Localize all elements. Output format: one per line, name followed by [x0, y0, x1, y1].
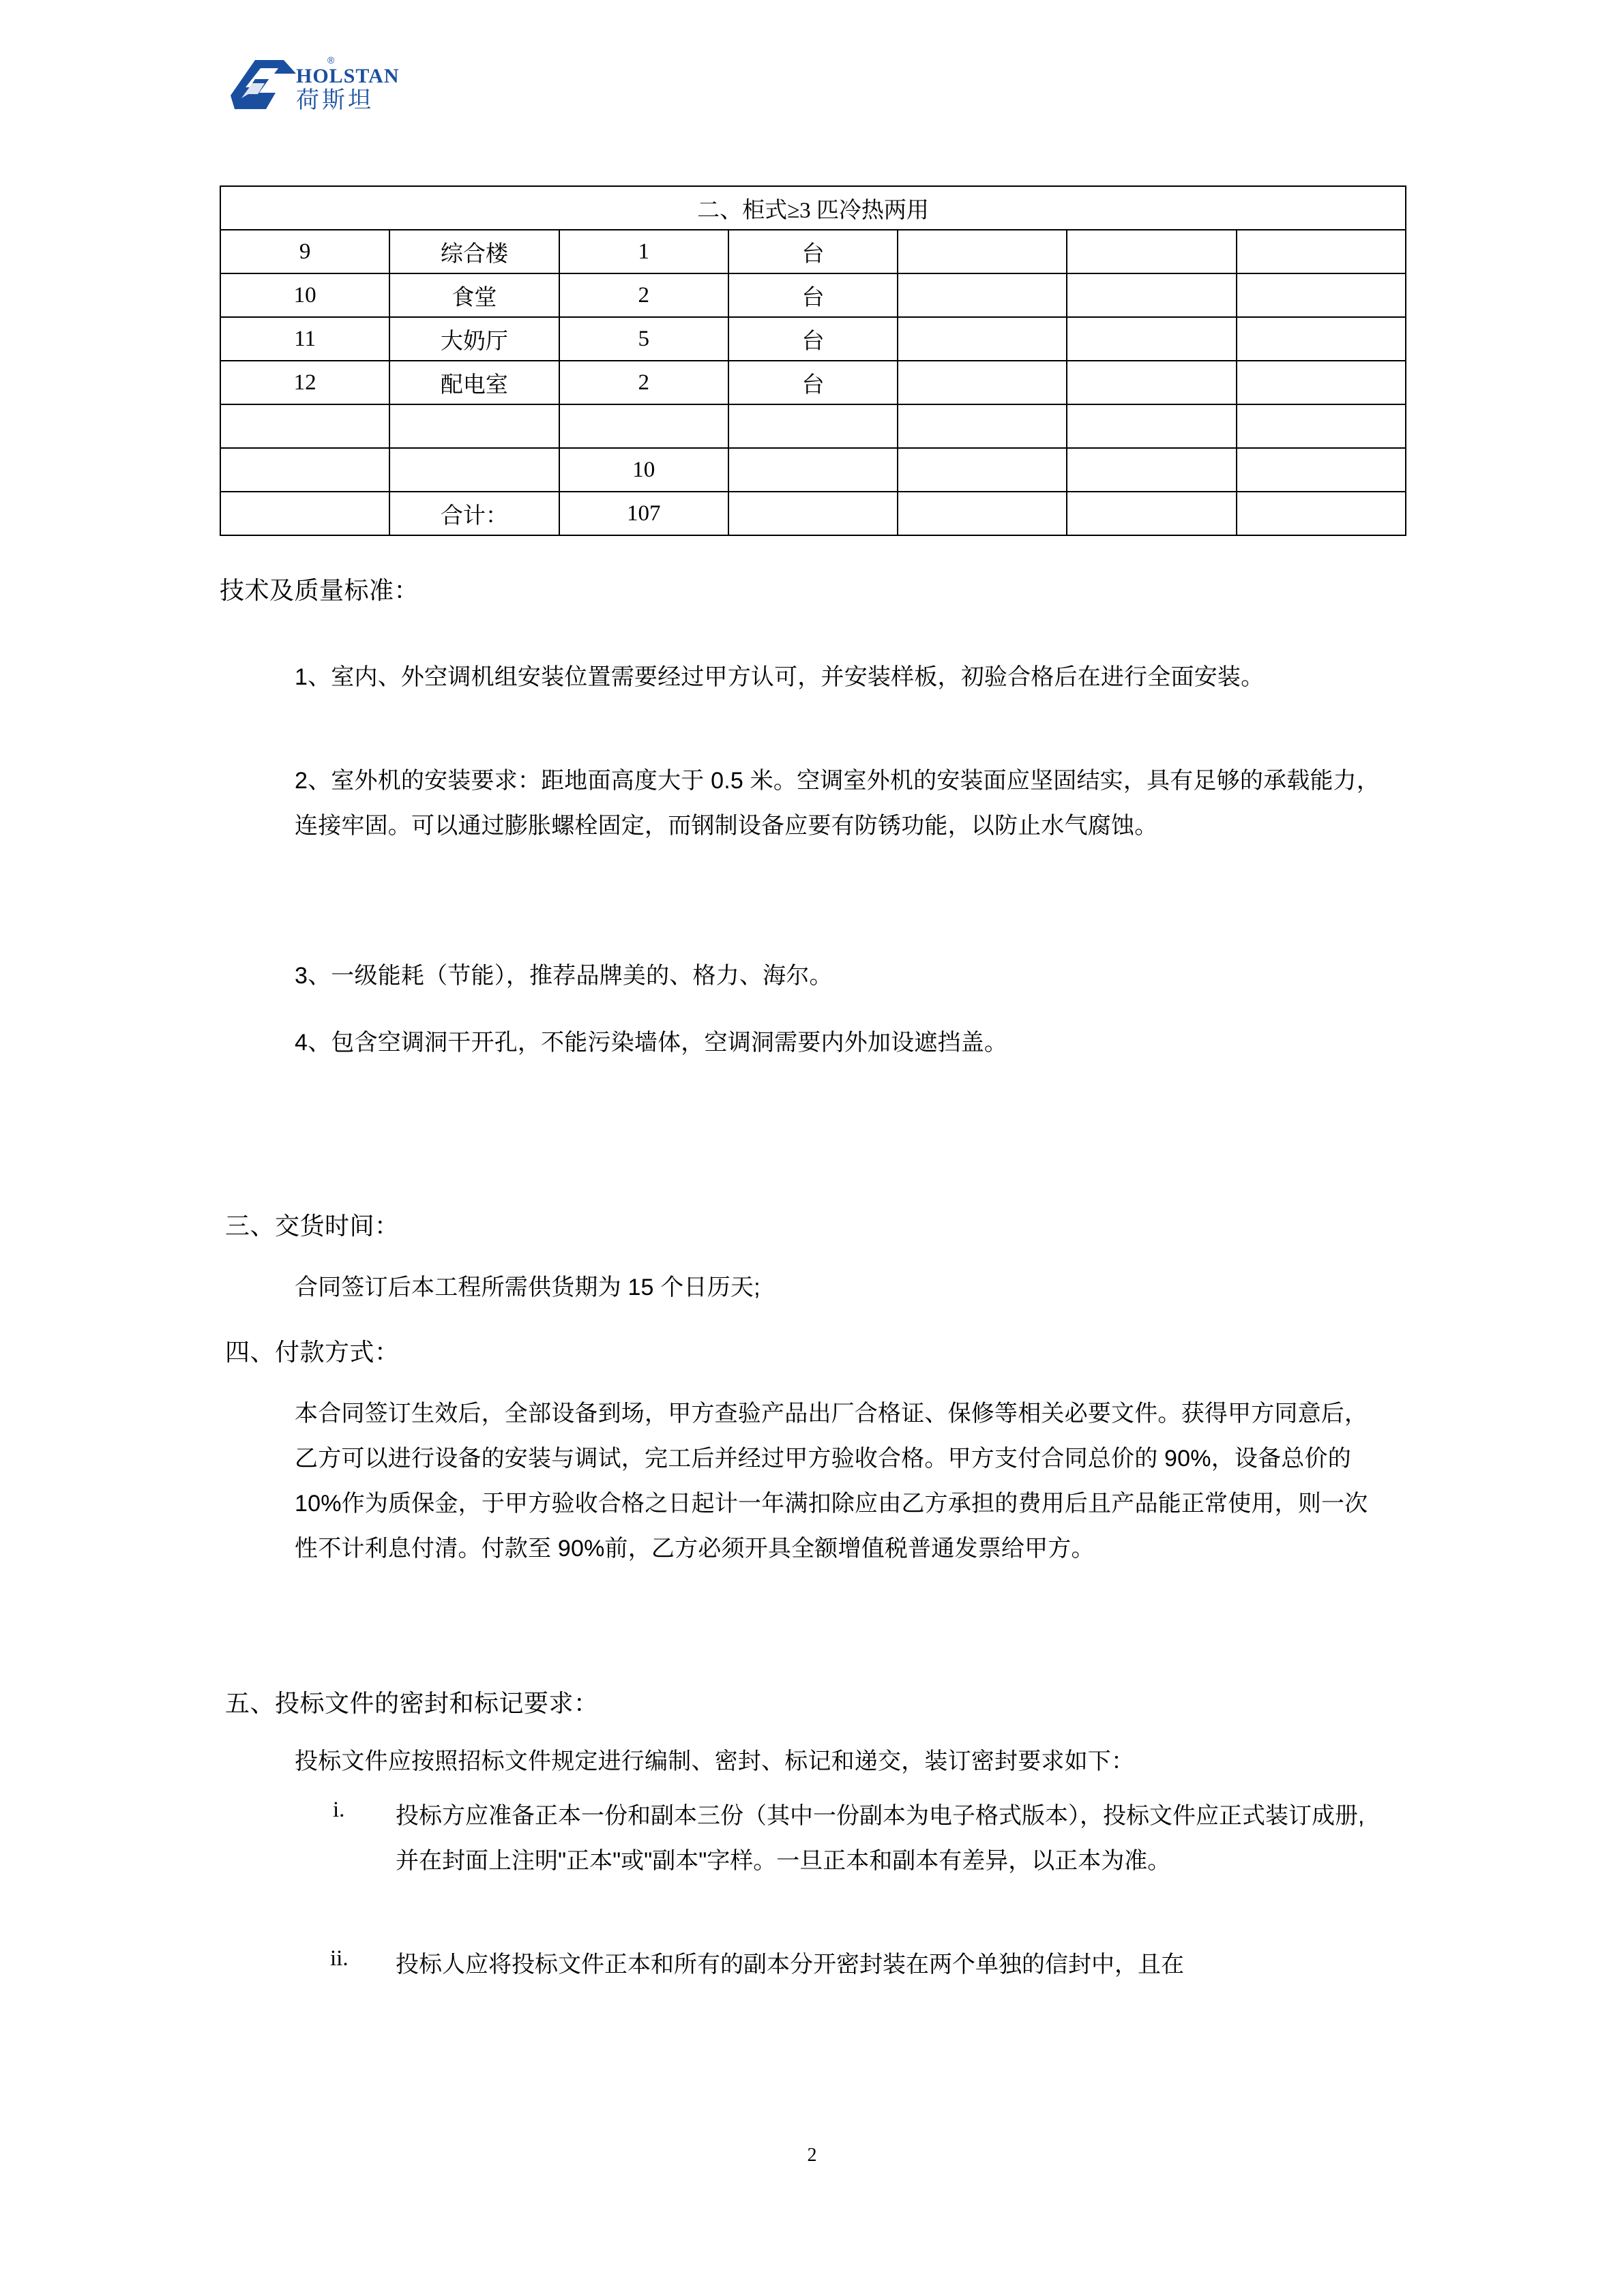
- tech-item-3: 3、一级能耗（节能），推荐品牌美的、格力、海尔。: [295, 963, 833, 989]
- cell-name: [389, 404, 559, 448]
- cell-name: 综合楼: [389, 230, 559, 273]
- cell-total-unit: [728, 492, 898, 535]
- table-row: [220, 404, 1406, 448]
- cell-f: [1067, 317, 1236, 361]
- cell-unit: 台: [728, 361, 898, 404]
- cell-no: 9: [220, 230, 389, 273]
- tech-standards-title: 技术及质量标准：: [220, 576, 419, 604]
- cell-e: [898, 448, 1067, 492]
- cell-f: [1067, 230, 1236, 273]
- table-row: [220, 317, 1406, 361]
- cell-total-qty: 107: [559, 492, 728, 535]
- cell-qty: 10: [559, 448, 728, 492]
- table-total-row: [220, 492, 1406, 535]
- cell-name: 食堂: [389, 273, 559, 317]
- cell-no: 12: [220, 361, 389, 404]
- table-row: [220, 361, 1406, 404]
- cell-unit: 台: [728, 317, 898, 361]
- cell-g: [1237, 317, 1406, 361]
- list-item-ii: 投标人应将投标文件正本和所有的副本分开密封装在两个单独的信封中，且在: [396, 1952, 1184, 1978]
- cell-g: [1237, 230, 1406, 273]
- cell-no: 10: [220, 273, 389, 317]
- table-section-header-row: [220, 186, 1406, 230]
- payment-method-text: 本合同签订生效后，全部设备到场，甲方查验产品出厂合格证、保修等相关必要文件。获得甲方同意后，乙方可以进行设备的安装与调试，完工后并经过甲方验收合格。甲方支付合同总价的 90%，设备总价的 10%作为质保金，于甲方验收合格之日起计一年满扣除应由乙方承担的费用后且产品能正常使用，则一次性不计利息付清。付款至 90%前，乙方必须开具全额增值税普通发票给甲方。: [295, 1401, 1368, 1562]
- list-item-i: 投标方应准备正本一份和副本三份（其中一份副本为电子格式版本），投标文件应正式装订成册,并在封面上注明"正本"或"副本"字样。一旦正本和副本有差异，以正本为准。: [396, 1803, 1365, 1874]
- equipment-table-wrapper: [220, 185, 1406, 536]
- list-marker-i: i.: [333, 1798, 345, 1822]
- table-row: [220, 230, 1406, 273]
- cell-g: [1237, 404, 1406, 448]
- cell-total-e: [898, 492, 1067, 535]
- cell-unit: 台: [728, 273, 898, 317]
- cell-total-label: 合计：: [389, 492, 559, 535]
- cell-e: [898, 273, 1067, 317]
- cell-e: [898, 361, 1067, 404]
- logo-text: [296, 65, 405, 123]
- table-row: [220, 448, 1406, 492]
- tech-item-4: 4、包含空调洞干开孔，不能污染墙体，空调洞需要内外加设遮挡盖。: [295, 1030, 1008, 1056]
- cell-g: [1237, 448, 1406, 492]
- cell-e: [898, 404, 1067, 448]
- cell-no: [220, 448, 389, 492]
- holstan-logo-icon: [225, 53, 301, 124]
- cell-unit: [728, 448, 898, 492]
- cell-name: 配电室: [389, 361, 559, 404]
- cell-f: [1067, 273, 1236, 317]
- tech-item-1: 1、室内、外空调机组安装位置需要经过甲方认可，并安装样板，初验合格后在进行全面安装。: [295, 664, 1265, 690]
- sealing-marking-title: 五、投标文件的密封和标记要求：: [225, 1689, 599, 1717]
- cell-qty: 2: [559, 273, 728, 317]
- list-marker-ii: ii.: [330, 1946, 349, 1971]
- cell-total-g: [1237, 492, 1406, 535]
- cell-unit: [728, 404, 898, 448]
- page-number: 2: [807, 2145, 817, 2166]
- logo-chinese-text: 荷斯坦: [296, 88, 374, 113]
- cell-qty: 2: [559, 361, 728, 404]
- cell-no: [220, 404, 389, 448]
- registered-mark: ®: [327, 55, 335, 65]
- cell-f: [1067, 448, 1236, 492]
- cell-no: 11: [220, 317, 389, 361]
- cell-qty: [559, 404, 728, 448]
- cell-g: [1237, 361, 1406, 404]
- sealing-marking-lead: 投标文件应按照招标文件规定进行编制、密封、标记和递交，装订密封要求如下：: [295, 1748, 1135, 1774]
- equipment-table: [220, 185, 1406, 536]
- cell-total-f: [1067, 492, 1236, 535]
- table-row: [220, 273, 1406, 317]
- cell-unit: 台: [728, 230, 898, 273]
- delivery-time-text: 合同签订后本工程所需供货期为 15 个日历天;: [295, 1274, 761, 1300]
- table-section-header-cell: 二、柜式≥3 匹冷热两用: [220, 186, 1406, 230]
- cell-e: [898, 317, 1067, 361]
- logo-latin-text: HOLSTAN: [296, 65, 400, 87]
- cell-no: [220, 492, 389, 535]
- cell-e: [898, 230, 1067, 273]
- company-logo: [225, 53, 402, 130]
- cell-f: [1067, 404, 1236, 448]
- cell-name: [389, 448, 559, 492]
- cell-name: 大奶厅: [389, 317, 559, 361]
- cell-qty: 5: [559, 317, 728, 361]
- cell-g: [1237, 273, 1406, 317]
- payment-method-title: 四、付款方式：: [225, 1338, 400, 1366]
- cell-f: [1067, 361, 1236, 404]
- delivery-time-title: 三、交货时间：: [225, 1212, 400, 1240]
- tech-item-2: 2、室外机的安装要求：距地面高度大于 0.5 米。空调室外机的安装面应坚固结实，具有足够的承载能力，连接牢固。可以通过膨胀螺栓固定，而钢制设备应要有防锈功能，以防止水气腐蚀。: [295, 768, 1381, 839]
- cell-qty: 1: [559, 230, 728, 273]
